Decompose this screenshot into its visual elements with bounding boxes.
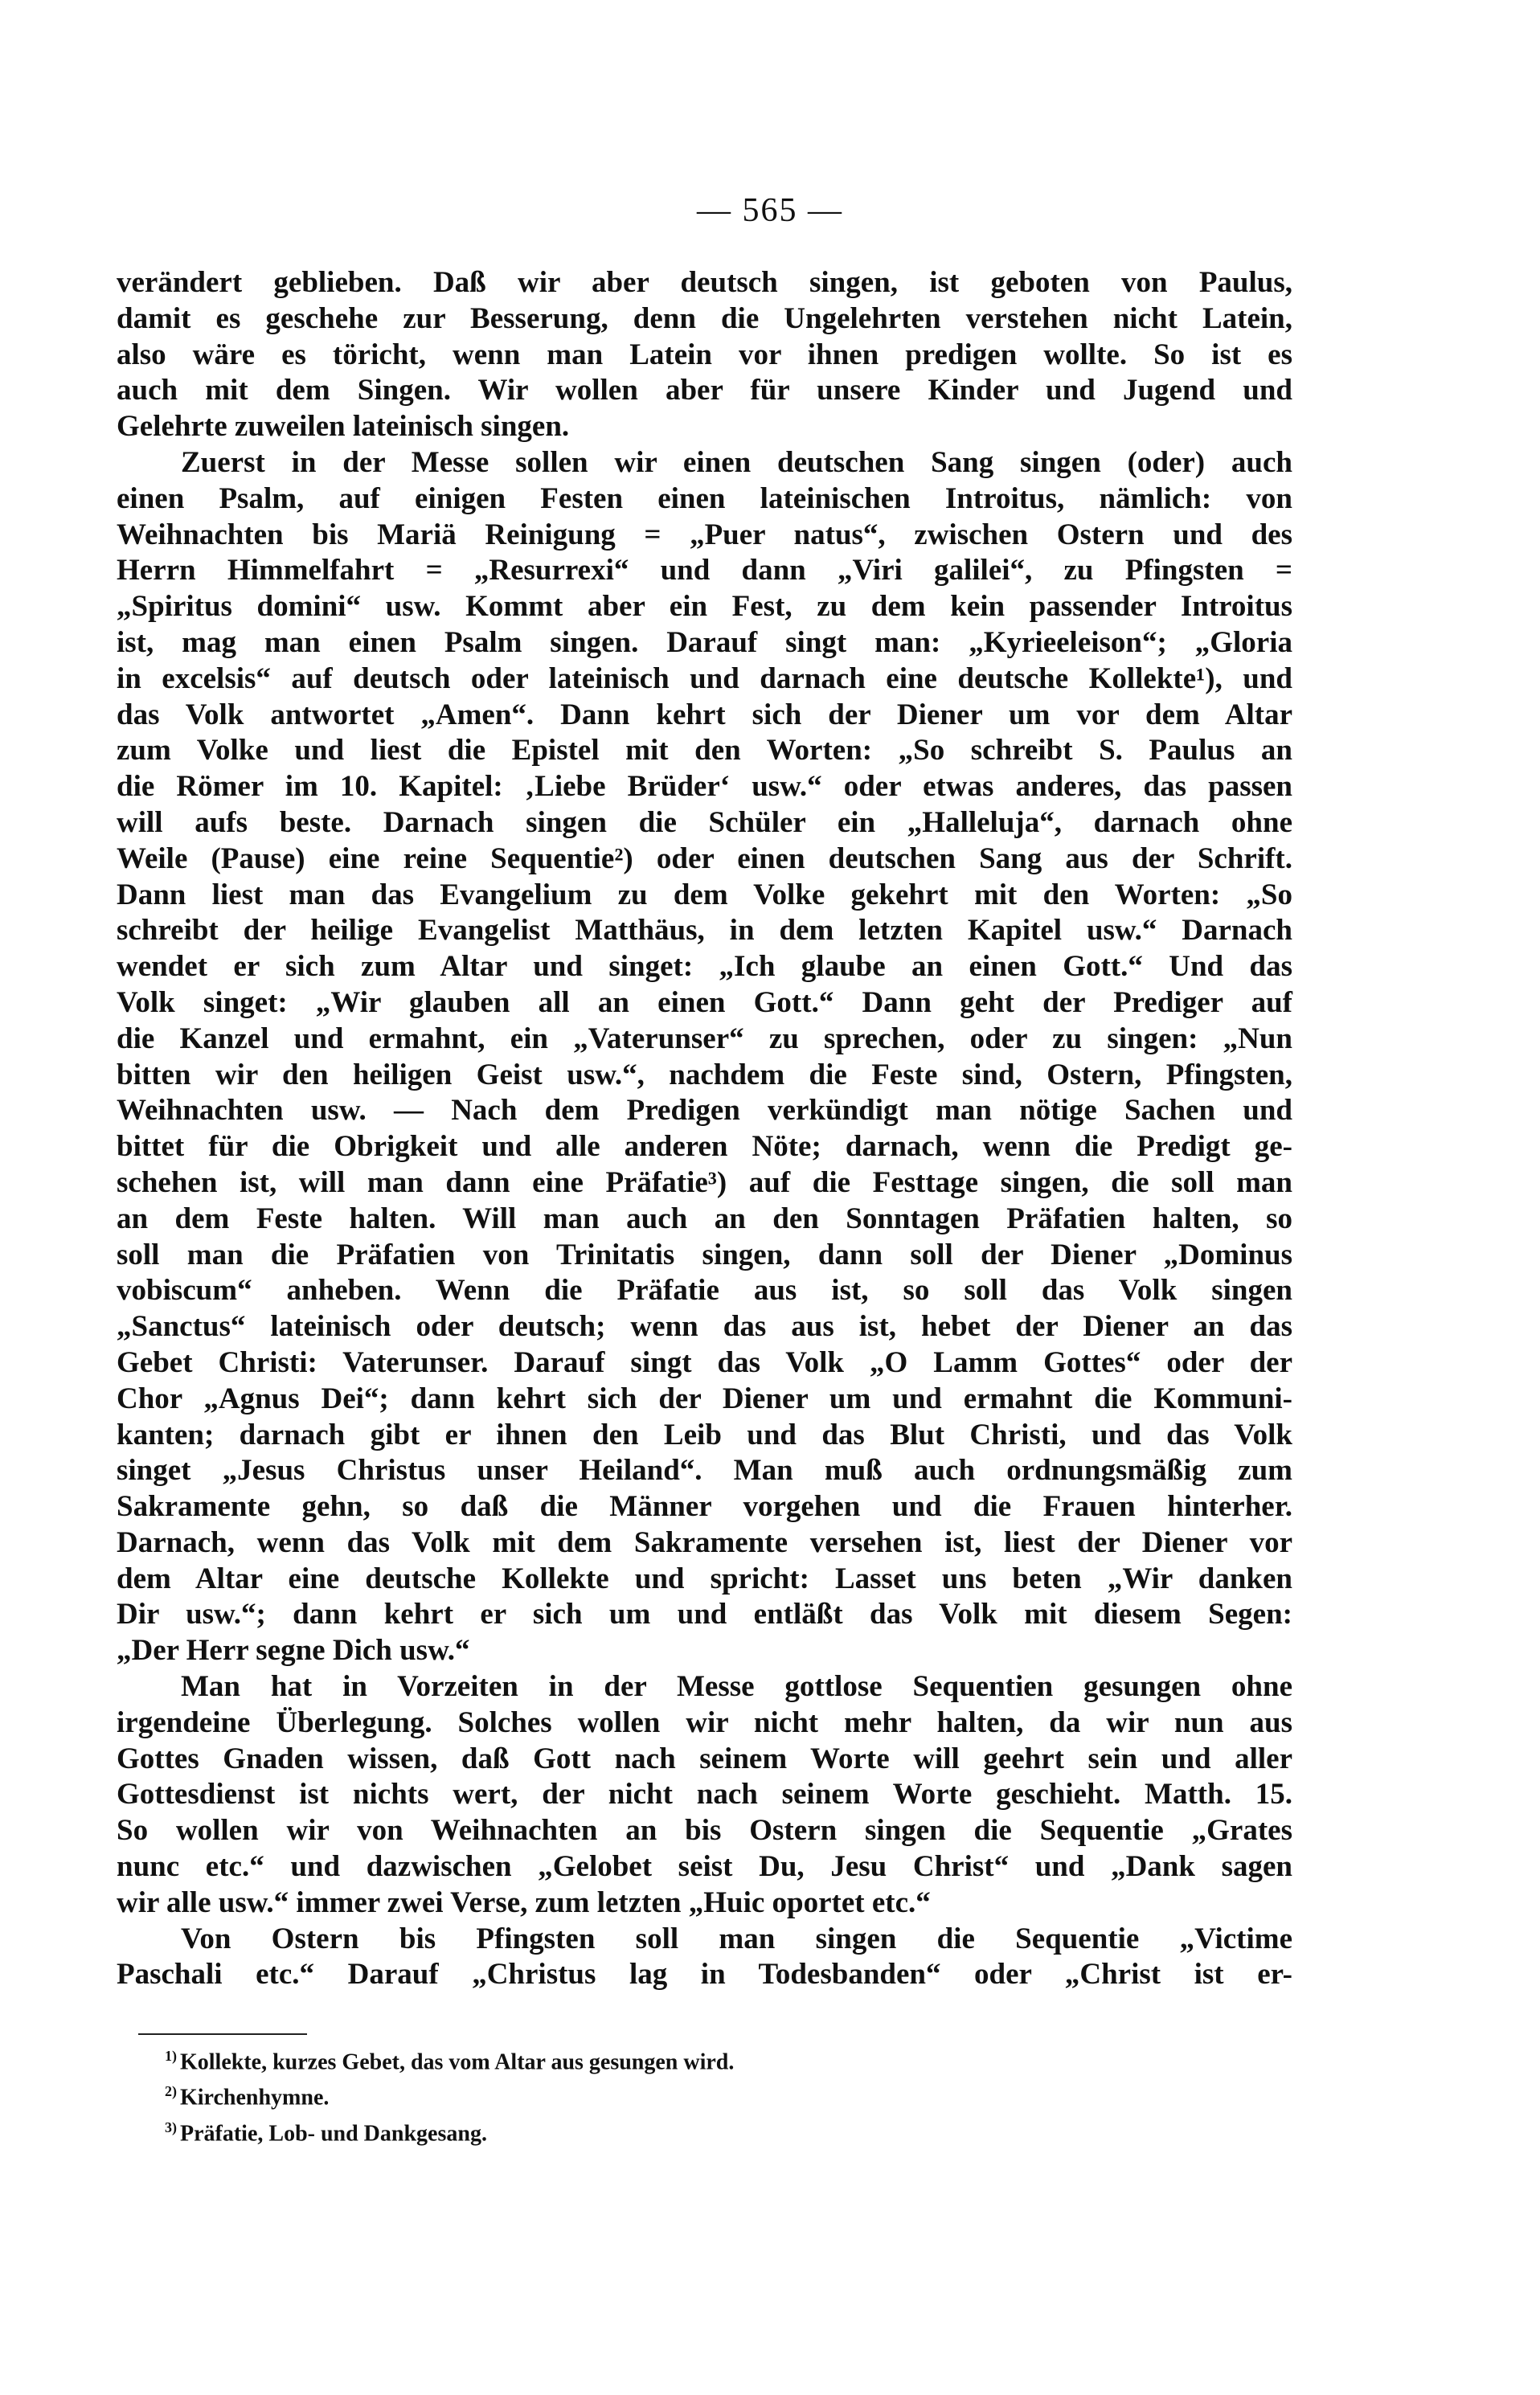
text-line: Dir usw.“; dann kehrt er sich um und entläßt das Volk mit diesem Segen: bbox=[117, 1598, 1292, 1631]
text-line: „Sanctus“ lateinisch oder deutsch; wenn das aus ist, hebet der Diener an das bbox=[117, 1310, 1292, 1344]
text-line: Gebet Christi: Vaterunser. Darauf singt das Volk „O Lamm Gottes“ oder der bbox=[117, 1345, 1292, 1379]
text-line: Zuerst in der Messe sollen wir einen deutschen Sang singen (oder) auch bbox=[181, 445, 1292, 479]
text-line: singet „Jesus Christus unser Heiland“. Man muß auch ordnungsmäßig zum bbox=[117, 1454, 1292, 1488]
text-line: Man hat in Vorzeiten in der Messe gottlose Sequentien gesungen ohne bbox=[181, 1670, 1292, 1704]
text-line: in excelsis“ auf deutsch oder lateinisch und darnach eine deutsche Kollekte¹), und bbox=[117, 661, 1292, 695]
body-text bbox=[117, 265, 1292, 1993]
text-line: Dann liest man das Evangelium zu dem Volke gekehrt mit den Worten: „So bbox=[117, 878, 1292, 911]
text-line: die Kanzel und ermahnt, ein „Vaterunser“ zu sprechen, oder zu singen: „Nun bbox=[117, 1021, 1292, 1055]
text-line: schehen ist, will man dann eine Präfatie³) auf die Festtage singen, die soll man bbox=[117, 1165, 1292, 1199]
text-line: die Römer im 10. Kapitel: ‚Liebe Brüder‘ usw.“ oder etwas anderes, das passen bbox=[117, 770, 1292, 804]
text-line: an dem Feste halten. Will man auch an den Sonntagen Präfatien halten, so bbox=[117, 1202, 1292, 1235]
page-number bbox=[0, 191, 1540, 230]
text-line: wir alle usw.“ immer zwei Verse, zum letzten „Huic oportet etc.“ bbox=[117, 1885, 931, 1919]
text-line: soll man die Präfatien von Trinitatis singen, dann soll der Diener „Dominus bbox=[117, 1238, 1292, 1271]
text-line: das Volk antwortet „Amen“. Dann kehrt sich der Diener um vor dem Altar bbox=[117, 698, 1292, 731]
text-line: auch mit dem Singen. Wir wollen aber für unsere Kinder und Jugend und bbox=[117, 374, 1292, 407]
footnote-3 bbox=[165, 2113, 734, 2148]
text-line: kanten; darnach gibt er ihnen den Leib und das Blut Christi, und das Volk bbox=[117, 1418, 1292, 1451]
text-line: Gottesdienst ist nichts wert, der nicht nach seinem Worte geschieht. Matth. 15. bbox=[117, 1778, 1292, 1812]
text-line: einen Psalm, auf einigen Festen einen lateinischen Introitus, nämlich: von bbox=[117, 481, 1292, 515]
text-line: „Spiritus domini“ usw. Kommt aber ein Fest, zu dem kein passender Introitus bbox=[117, 590, 1292, 624]
footnote-text: Kirchenhymne. bbox=[180, 2085, 330, 2110]
text-line: So wollen wir von Weihnachten an bis Ostern singen die Sequentie „Grates bbox=[117, 1814, 1292, 1848]
paragraph bbox=[117, 1669, 1292, 1922]
text-line: dem Altar eine deutsche Kollekte und spricht: Lasset uns beten „Wir danken bbox=[117, 1562, 1292, 1595]
paragraph bbox=[117, 445, 1292, 1669]
text-line: ist, mag man einen Psalm singen. Darauf singt man: „Kyrieeleison“; „Gloria bbox=[117, 625, 1292, 659]
text-line: wendet er sich zum Altar und singet: „Ich glaube an einen Gott.“ Und das bbox=[117, 950, 1292, 984]
text-line: Gelehrte zuweilen lateinisch singen. bbox=[117, 410, 570, 444]
text-line: „Der Herr segne Dich usw.“ bbox=[117, 1634, 470, 1668]
text-line: Chor „Agnus Dei“; dann kehrt sich der Diener um und ermahnt die Kommuni- bbox=[117, 1382, 1292, 1415]
text-line: verändert geblieben. Daß wir aber deutsch singen, ist geboten von Paulus, bbox=[117, 266, 1292, 299]
text-line: zum Volke und liest die Epistel mit den Worten: „So schreibt S. Paulus an bbox=[117, 734, 1292, 768]
footnote-divider bbox=[138, 2033, 307, 2035]
text-line: Gottes Gnaden wissen, daß Gott nach seinem Worte will geehrt sein und aller bbox=[117, 1742, 1292, 1775]
text-line: Volk singet: „Wir glauben all an einen Gott.“ Dann geht der Prediger auf bbox=[117, 985, 1292, 1019]
text-line: Sakramente gehn, so daß die Männer vorgehen und die Frauen hinterher. bbox=[117, 1490, 1292, 1524]
text-line: also wäre es töricht, wenn man Latein vor ihnen predigen wollte. So ist es bbox=[117, 338, 1292, 371]
text-line: Weihnachten usw. — Nach dem Predigen verkündigt man nötige Sachen und bbox=[117, 1094, 1292, 1128]
footnote-mark: 3) bbox=[165, 2119, 177, 2135]
text-line: schreibt der heilige Evangelist Matthäus, in dem letzten Kapitel usw.“ Darnach bbox=[117, 914, 1292, 948]
footnotes bbox=[165, 2041, 734, 2148]
text-line: bitten wir den heiligen Geist usw.“, nachdem die Feste sind, Ostern, Pfingsten, bbox=[117, 1058, 1292, 1091]
text-line: irgendeine Überlegung. Solches wollen wir nicht mehr halten, da wir nun aus bbox=[117, 1705, 1292, 1739]
footnote-2 bbox=[165, 2077, 734, 2112]
text-line: Von Ostern bis Pfingsten soll man singen die Sequentie „Victime bbox=[181, 1922, 1292, 1955]
text-line: Darnach, wenn das Volk mit dem Sakramente versehen ist, liest der Diener vor bbox=[117, 1525, 1292, 1559]
text-line: nunc etc.“ und dazwischen „Gelobet seist Du, Jesu Christ“ und „Dank sagen bbox=[117, 1850, 1292, 1884]
text-line: vobiscum“ anheben. Wenn die Präfatie aus ist, so soll das Volk singen bbox=[117, 1274, 1292, 1308]
paragraph bbox=[117, 265, 1292, 445]
footnote-mark: 1) bbox=[165, 2048, 177, 2064]
footnote-text: Präfatie, Lob- und Dankgesang. bbox=[180, 2120, 487, 2146]
paragraph bbox=[117, 1922, 1292, 1994]
text-line: Weile (Pause) eine reine Sequentie²) oder einen deutschen Sang aus der Schrift. bbox=[117, 841, 1292, 875]
page-number-text: — 565 — bbox=[697, 192, 843, 229]
footnote-text: Kollekte, kurzes Gebet, das vom Altar aus gesungen wird. bbox=[180, 2049, 735, 2075]
text-line: will aufs beste. Darnach singen die Schüler ein „Halleluja“, darnach ohne bbox=[117, 805, 1292, 839]
text-line: Herrn Himmelfahrt = „Resurrexi“ und dann „Viri galilei“, zu Pfingsten = bbox=[117, 554, 1292, 587]
text-line: damit es geschehe zur Besserung, denn die Ungelehrten verstehen nicht Latein, bbox=[117, 301, 1292, 335]
footnote-mark: 2) bbox=[165, 2083, 177, 2100]
footnote-1 bbox=[165, 2041, 734, 2077]
text-line: Weihnachten bis Mariä Reinigung = „Puer natus“, zwischen Ostern und des bbox=[117, 518, 1292, 551]
text-line: bittet für die Obrigkeit und alle anderen Nöte; darnach, wenn die Predigt ge- bbox=[117, 1130, 1292, 1164]
text-line: Paschali etc.“ Darauf „Christus lag in Todesbanden“ oder „Christ ist er- bbox=[117, 1958, 1292, 1992]
